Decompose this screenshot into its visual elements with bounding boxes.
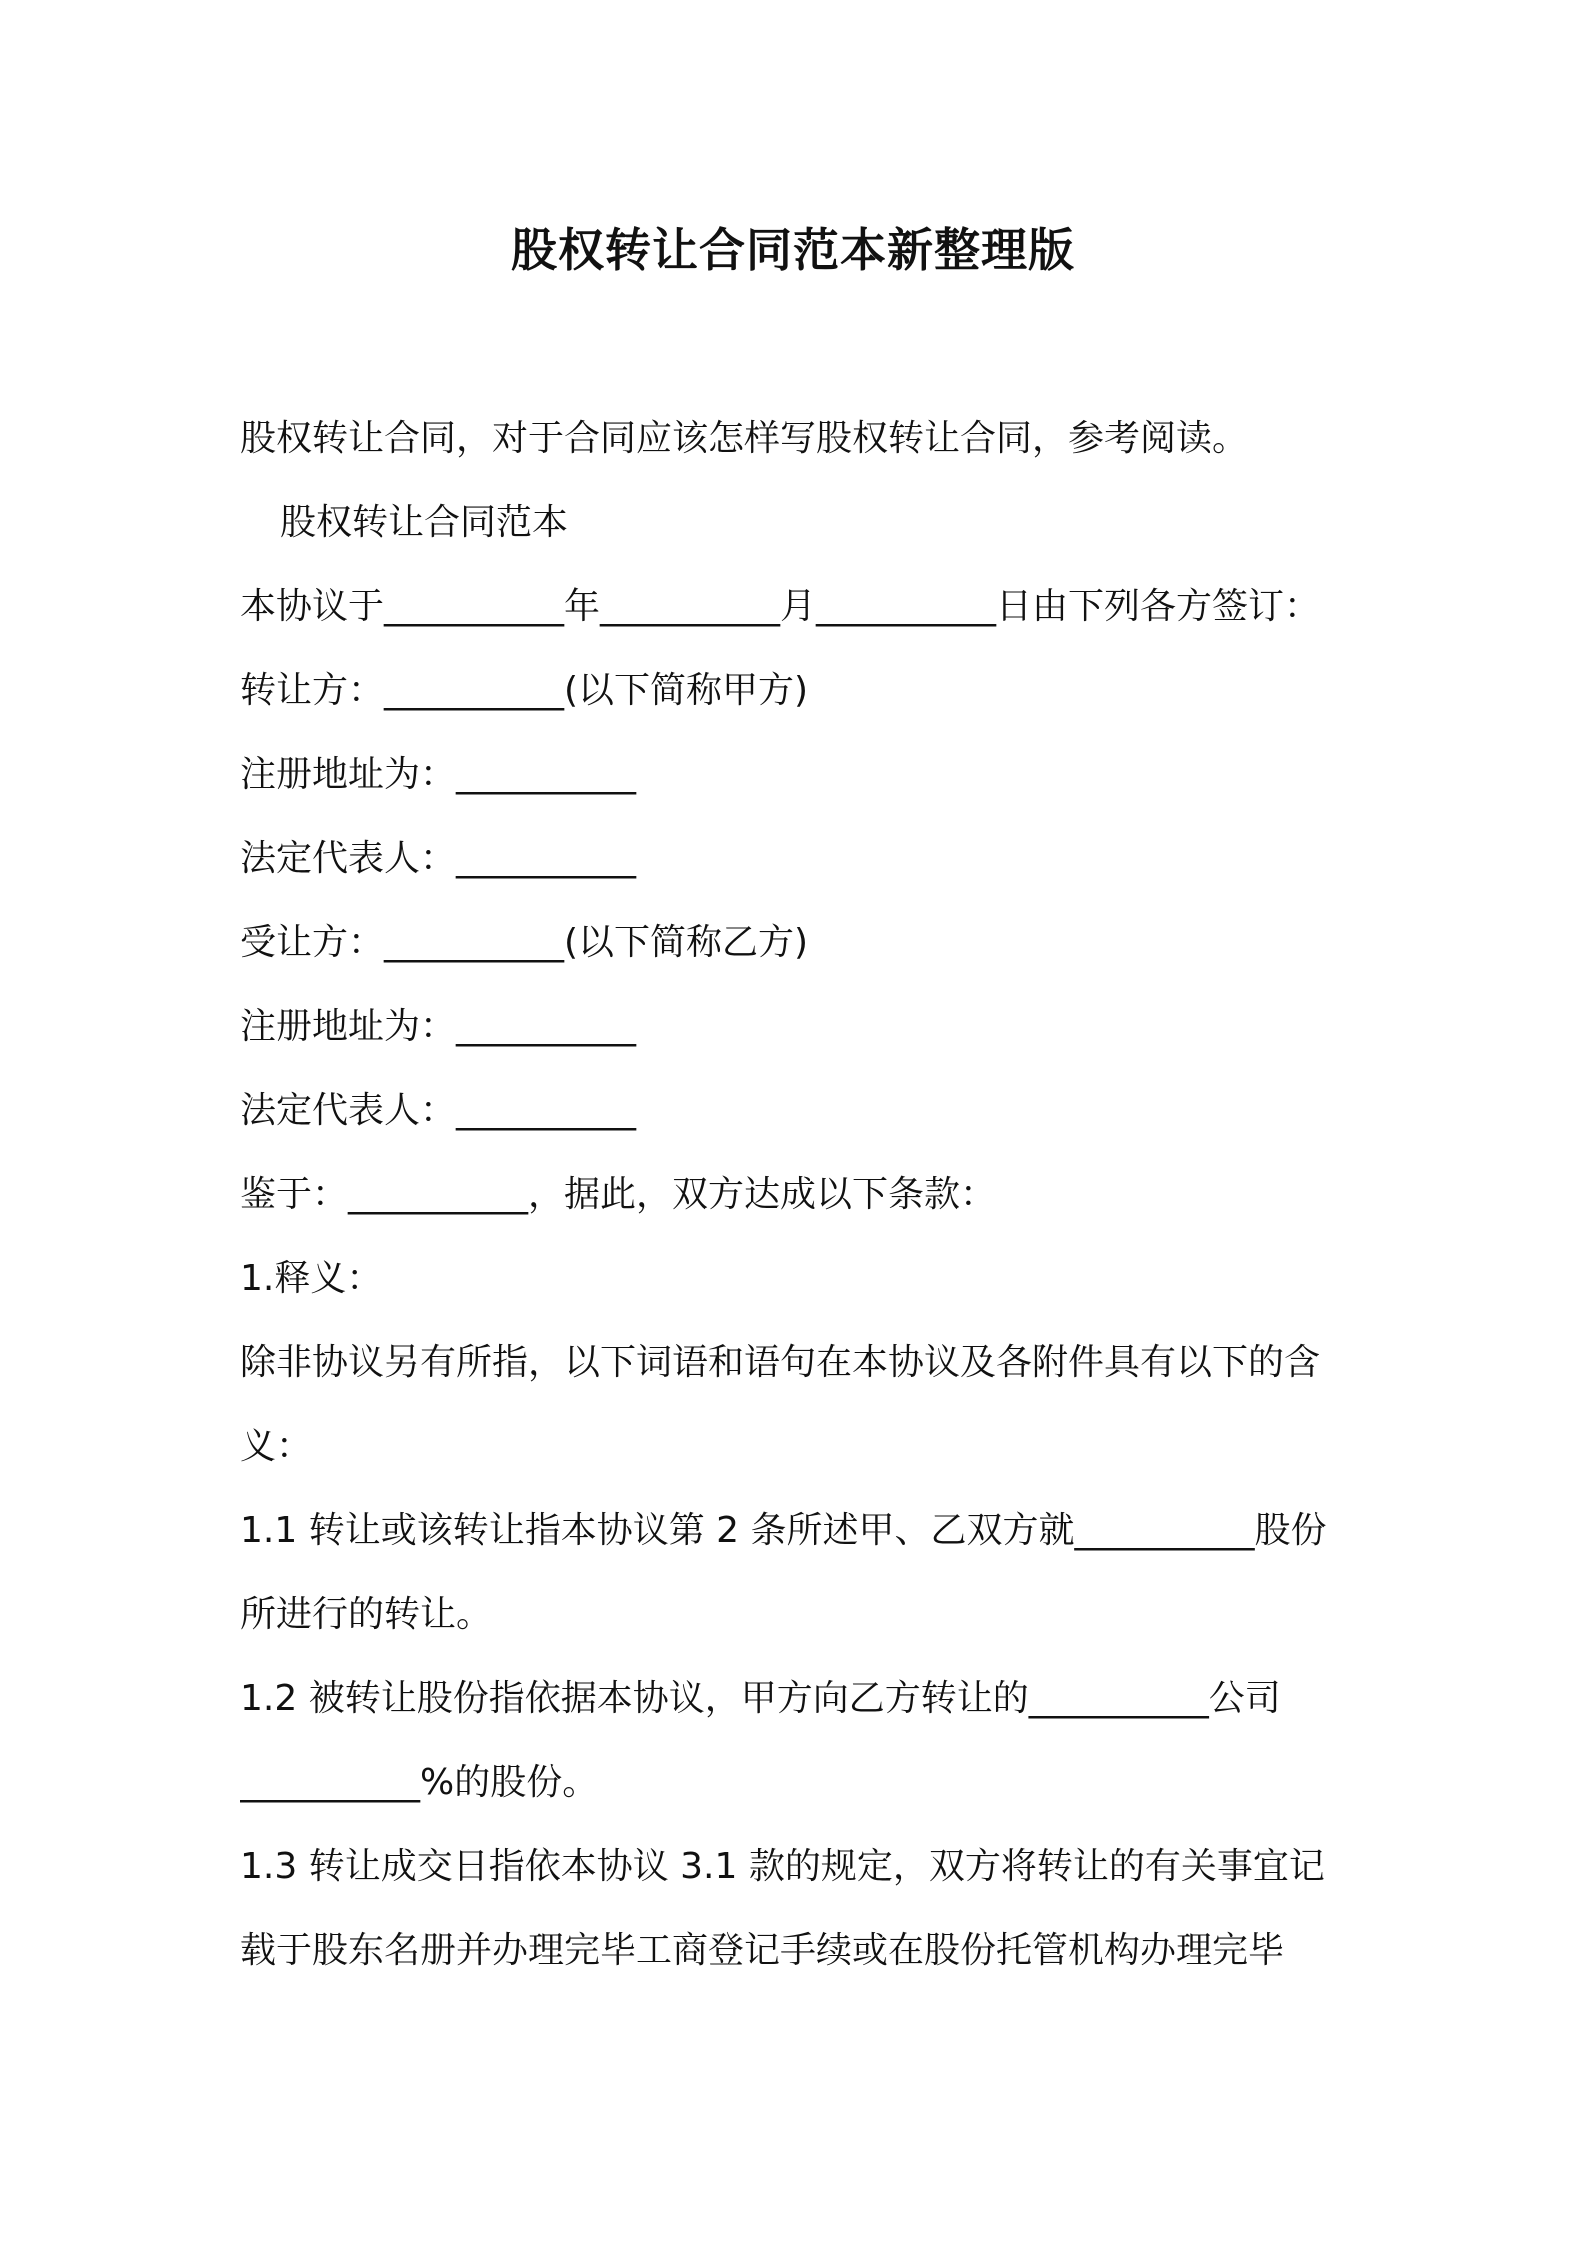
- clause-1-1-line-2: 所进行的转让。: [240, 1594, 493, 1635]
- transferor-address-line: 注册地址为：__________: [240, 754, 637, 795]
- transferee-address-line: 注册地址为：__________: [240, 1006, 637, 1047]
- clause-1-3-line-2: 载于股东名册并办理完毕工商登记手续或在股份托管机构办理完毕: [240, 1930, 1285, 1971]
- transferee-representative-line: 法定代表人：__________: [240, 1090, 637, 1131]
- intro-paragraph: 股权转让合同，对于合同应该怎样写股权转让合同，参考阅读。: [240, 418, 1249, 459]
- section-heading: 股权转让合同范本: [280, 502, 569, 543]
- clause-1-1-line-1: 1.1 转让或该转让指本协议第 2 条所述甲、乙双方就__________股份: [240, 1510, 1327, 1551]
- definitions-intro-line-2: 义：: [240, 1426, 313, 1467]
- document-title: 股权转让合同范本新整理版: [511, 223, 1075, 277]
- definitions-heading: 1.释义：: [240, 1258, 383, 1299]
- transferor-representative-line: 法定代表人：__________: [240, 838, 637, 879]
- transferor-line: 转让方：__________(以下简称甲方): [240, 670, 809, 711]
- clause-1-3-line-1: 1.3 转让成交日指依本协议 3.1 款的规定，双方将转让的有关事宜记: [240, 1846, 1325, 1887]
- agreement-date-line: 本协议于__________年__________月__________日由下列各方签订：: [240, 586, 1321, 627]
- document-body: [240, 397, 1360, 1993]
- definitions-intro-line-1: 除非协议另有所指，以下词语和语句在本协议及各附件具有以下的含: [240, 1342, 1321, 1383]
- transferee-line: 受让方：__________(以下简称乙方): [240, 922, 809, 963]
- clause-1-2-line-2: __________%的股份。: [240, 1762, 599, 1803]
- whereas-line: 鉴于：__________，据此，双方达成以下条款：: [240, 1174, 997, 1215]
- clause-1-2-line-1: 1.2 被转让股份指依据本协议，甲方向乙方转让的__________公司: [240, 1678, 1281, 1719]
